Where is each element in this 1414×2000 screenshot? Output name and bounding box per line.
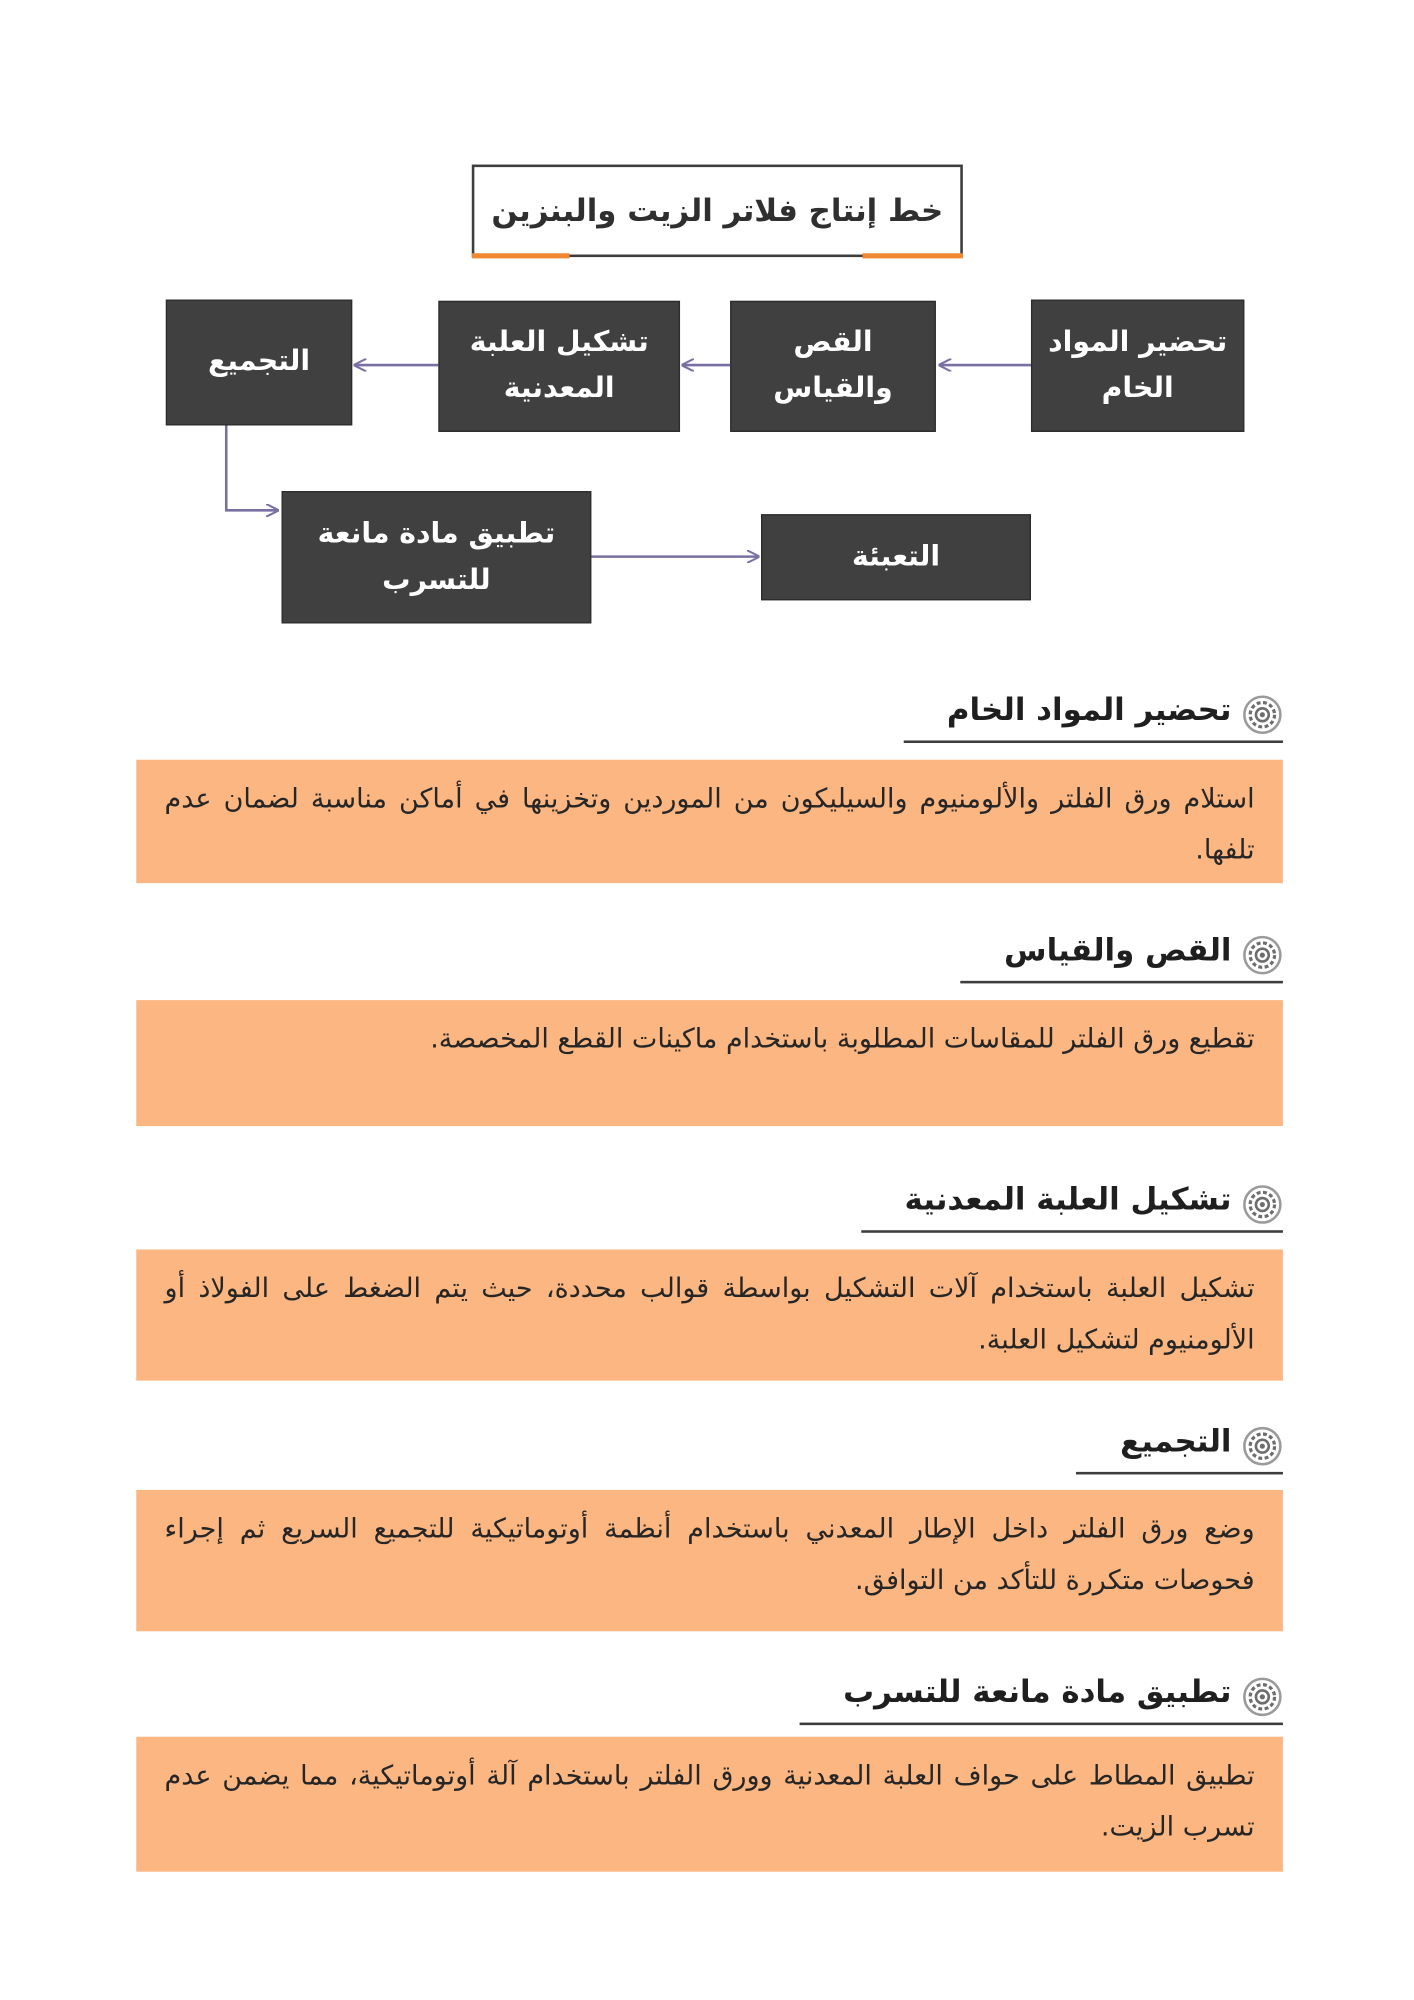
section-description xyxy=(136,760,1283,883)
flow-step-label: القص والقياس xyxy=(773,326,893,405)
page-title-text: خط إنتاج فلاتر الزيت والبنزين xyxy=(491,192,944,229)
gear-icon xyxy=(1242,1676,1283,1717)
section-text: تشكيل العلبة باستخدام آلات التشكيل بواسطة قوالب محددة، حيث يتم الضغط على الفولاذ أو الألومنيوم لتشكيل العلبة. xyxy=(164,1272,1255,1355)
flow-step-packing xyxy=(761,514,1031,600)
flow-step-can-forming xyxy=(438,301,680,432)
section-title: التجميع xyxy=(1120,1423,1232,1460)
flow-step-label: تشكيل العلبة المعدنية xyxy=(469,326,649,405)
gear-icon xyxy=(1242,1426,1283,1467)
section-description xyxy=(136,1000,1283,1126)
section-header xyxy=(799,1666,1282,1725)
section-header xyxy=(960,924,1283,983)
section-header xyxy=(903,684,1283,743)
section-description xyxy=(136,1250,1283,1381)
flow-step-label: التجميع xyxy=(207,345,311,378)
section-text: استلام ورق الفلتر والألومنيوم والسيليكون من الموردين وتخزينها في أماكن مناسبة لضمان عدم تلفها. xyxy=(164,782,1255,866)
flow-step-cutting xyxy=(730,301,936,432)
section-title: تطبيق مادة مانعة للتسرب xyxy=(843,1673,1232,1710)
gear-icon xyxy=(1242,935,1283,976)
arrow-assemble-to-seal xyxy=(226,426,277,511)
section-header xyxy=(1076,1415,1282,1474)
section-description xyxy=(136,1737,1283,1872)
section-description xyxy=(136,1490,1283,1631)
flow-step-raw-materials xyxy=(1031,300,1244,432)
flow-step-label: التعبئة xyxy=(851,540,941,573)
gear-icon xyxy=(1242,1184,1283,1225)
flow-step-label: تحضير المواد الخام xyxy=(1048,325,1228,405)
section-header xyxy=(861,1174,1283,1233)
gear-icon xyxy=(1242,694,1283,735)
flow-step-assembly xyxy=(166,300,352,426)
section-title: تحضير المواد الخام xyxy=(946,691,1232,728)
section-text: تطبيق المطاط على حواف العلبة المعدنية وورق الفلتر باستخدام آلة أوتوماتيكية، مما يضمن عدم تسرب الزيت. xyxy=(164,1759,1255,1843)
section-title: القص والقياس xyxy=(1004,931,1232,968)
flow-step-label: تطبيق مادة مانعة للتسرب xyxy=(317,517,556,596)
section-title: تشكيل العلبة المعدنية xyxy=(904,1181,1232,1218)
section-text: وضع ورق الفلتر داخل الإطار المعدني باستخدام أنظمة أوتوماتيكية للتجميع السريع ثم إجراء فحوصات متكررة للتأكد من التوافق. xyxy=(164,1513,1255,1596)
flow-step-sealant xyxy=(282,491,592,623)
section-text: تقطيع ورق الفلتر للمقاسات المطلوبة باستخدام ماكينات القطع المخصصة. xyxy=(430,1023,1255,1055)
